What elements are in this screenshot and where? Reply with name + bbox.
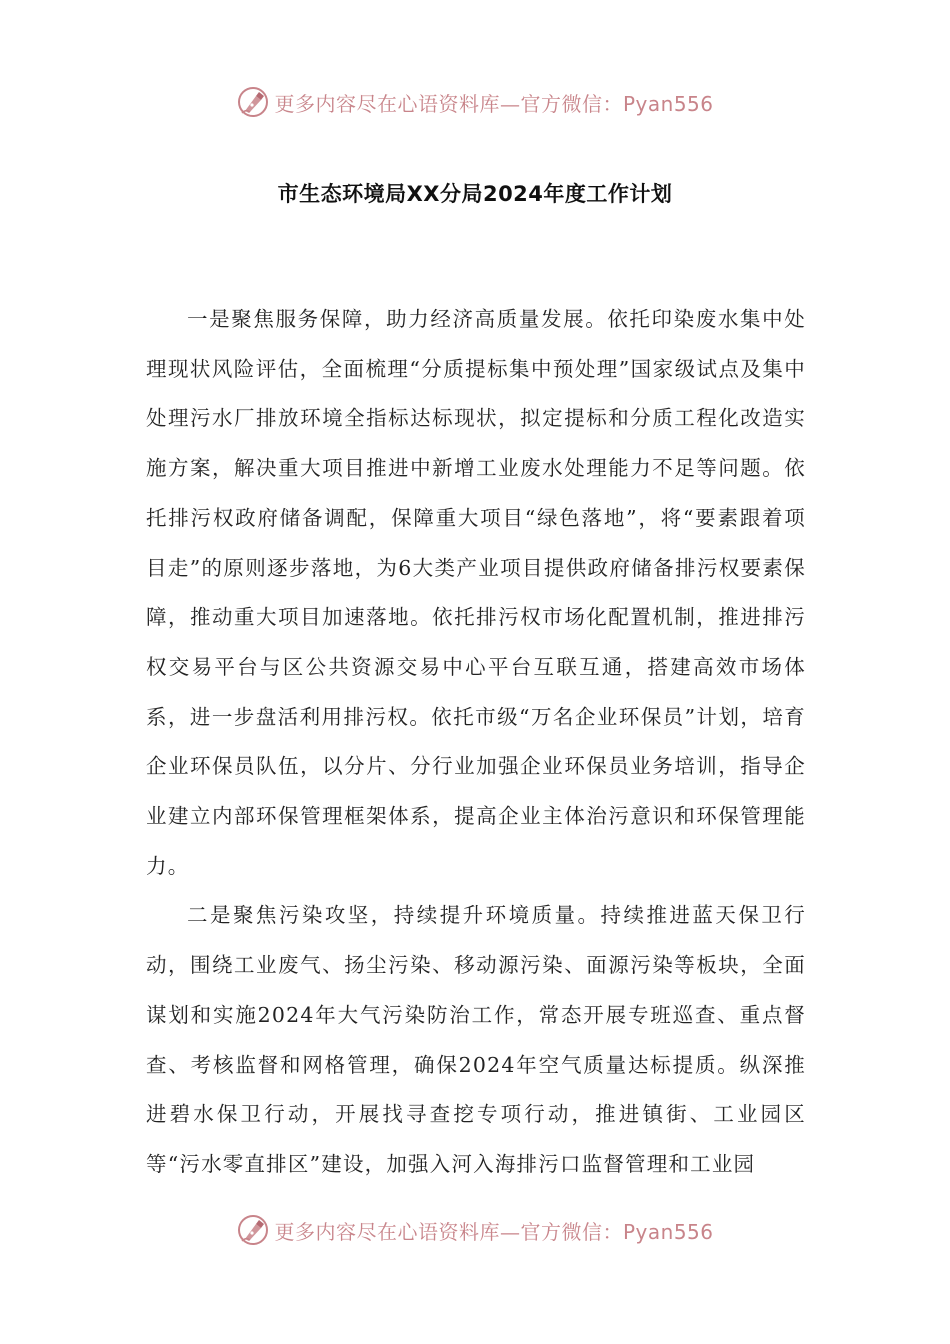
footer-promo-id: Pyan556 (622, 1219, 714, 1244)
document-title: 市生态环境局XX分局2024年度工作计划 (277, 182, 673, 206)
pen-nib-logo-icon (236, 85, 270, 119)
footer-promo-text: 更多内容尽在心语资料库—官方微信： (274, 1219, 623, 1244)
header-promo-id: Pyan556 (622, 91, 714, 116)
footer-watermark (0, 1210, 950, 1250)
header-promo (274, 88, 713, 117)
header-watermark (0, 82, 950, 122)
footer-promo (274, 1216, 713, 1245)
paragraph: 一是聚焦服务保障，助力经济高质量发展。依托印染废水集中处理现状风险评估，全面梳理“分质提标集中预处理”国家级试点及集中处理污水厂排放环境全指标达标现状，拟定提标和分质工程化改造实施方案，解决重大项目推进中新增工业废水处理能力不足等问题。依托排污权政府储备调配，保障重大项目“绿色落地”，将“要素跟着项目走”的原则逐步落地，为6大类产业项目提供政府储备排污权要素保障，推动重大项目加速落地。依托排污权市场化配置机制，推进排污权交易平台与区公共资源交易中心平台互联互通，搭建高效市场体系，进一步盘活利用排污权。依托市级“万名企业环保员”计划，培育企业环保员队伍，以分片、分行业加强企业环保员业务培训，指导企业建立内部环保管理框架体系，提高企业主体治污意识和环保管理能力。 (146, 307, 806, 878)
header-promo-text: 更多内容尽在心语资料库—官方微信： (274, 91, 623, 116)
document-body (146, 295, 806, 1190)
pen-nib-logo-icon (236, 1213, 270, 1247)
paragraph: 二是聚焦污染攻坚，持续提升环境质量。持续推进蓝天保卫行动，围绕工业废气、扬尘污染、移动源污染、面源污染等板块，全面谋划和实施2024年大气污染防治工作，常态开展专班巡查、重点督查、考核监督和网格管理，确保2024年空气质量达标提质。纵深推进碧水保卫行动，开展找寻查挖专项行动，推进镇街、工业园区等“污水零直排区”建设，加强入河入海排污口监督管理和工业园 (146, 903, 806, 1176)
